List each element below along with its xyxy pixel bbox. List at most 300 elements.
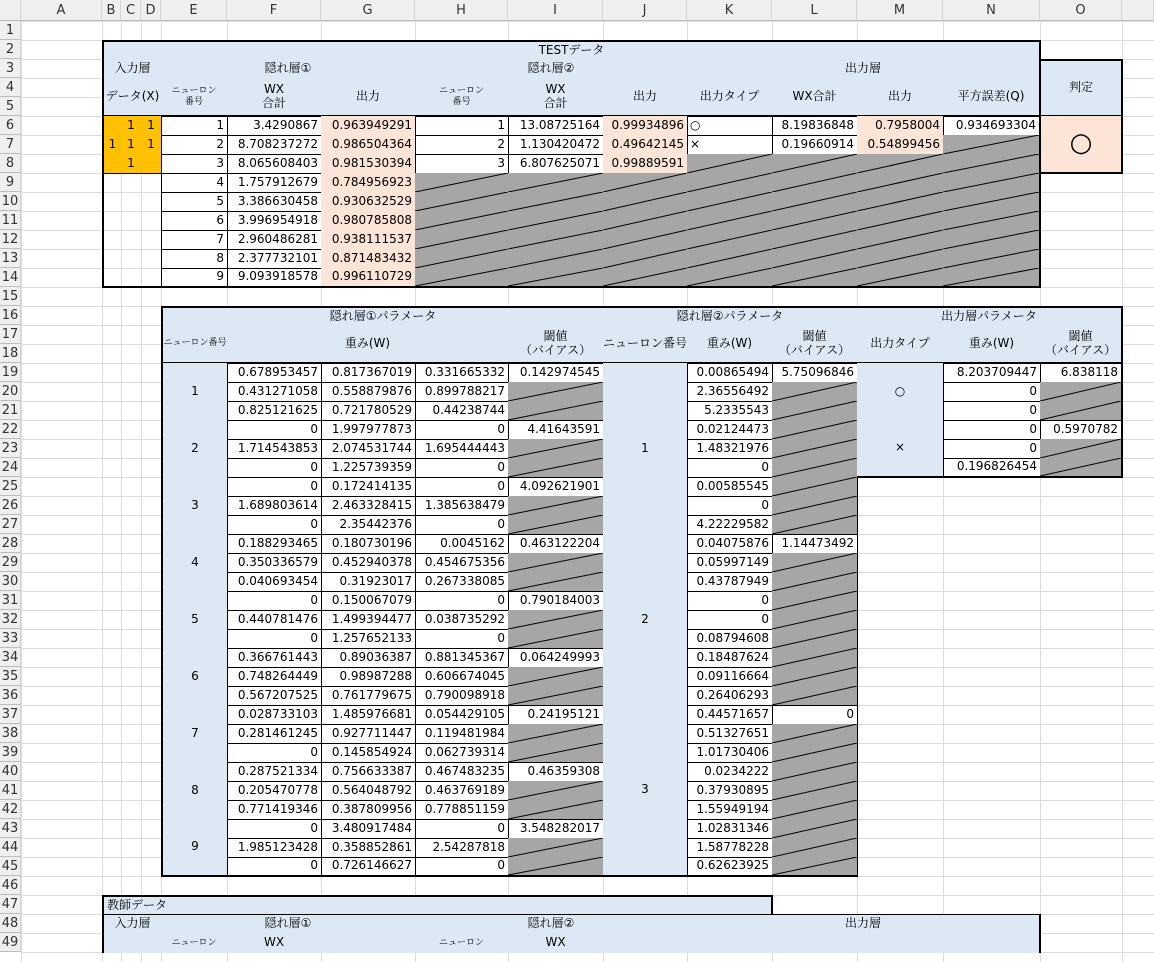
- h1-weight-value[interactable]: 0: [415, 591, 509, 611]
- select-all-corner[interactable]: [0, 0, 21, 21]
- out-weight-value[interactable]: 0: [943, 382, 1041, 402]
- h1-weight-value[interactable]: 0: [227, 477, 322, 497]
- wx-sum-value[interactable]: 9.093918578: [227, 268, 322, 288]
- h2-weight-value[interactable]: 0.18487624: [687, 648, 773, 668]
- disabled-cell[interactable]: [772, 268, 858, 288]
- column-header[interactable]: M: [857, 0, 943, 21]
- column-header[interactable]: K: [687, 0, 772, 21]
- output-type-value[interactable]: ○: [687, 116, 773, 136]
- row-header[interactable]: 35: [0, 667, 21, 686]
- output-header[interactable]: 出力: [857, 78, 944, 117]
- h1-weight-value[interactable]: 0.119481984: [415, 724, 509, 744]
- disabled-cell[interactable]: [1040, 458, 1123, 478]
- column-header[interactable]: L: [772, 0, 857, 21]
- disabled-cell[interactable]: [943, 135, 1041, 155]
- disabled-cell[interactable]: [508, 553, 604, 573]
- h1-weight-value[interactable]: 0.44238744: [415, 401, 509, 421]
- disabled-cell[interactable]: [415, 230, 509, 250]
- h1-weight-value[interactable]: 0.463769189: [415, 781, 509, 801]
- h1-weight-value[interactable]: 0.678953457: [227, 363, 322, 383]
- disabled-cell[interactable]: [857, 173, 944, 193]
- threshold-header[interactable]: 閾値 （バイアス）: [772, 325, 858, 364]
- neuron-number[interactable]: 4: [161, 173, 228, 193]
- column-header[interactable]: J: [603, 0, 687, 21]
- row-header[interactable]: 36: [0, 686, 21, 705]
- row-header[interactable]: 9: [0, 173, 21, 192]
- disabled-cell[interactable]: [943, 249, 1041, 269]
- input-empty-cell[interactable]: [102, 230, 162, 250]
- disabled-cell[interactable]: [772, 477, 858, 497]
- disabled-cell[interactable]: [687, 154, 773, 174]
- h1-weight-value[interactable]: 0.790098918: [415, 686, 509, 706]
- out-bias-value[interactable]: 0.5970782: [1040, 420, 1123, 440]
- disabled-cell[interactable]: [772, 572, 858, 592]
- test-title[interactable]: TESTデータ: [102, 40, 1041, 60]
- disabled-cell[interactable]: [772, 838, 858, 858]
- disabled-cell[interactable]: [508, 800, 604, 820]
- output-value[interactable]: 0.99889591: [603, 154, 688, 174]
- h1-weight-value[interactable]: 0.606674045: [415, 667, 509, 687]
- h1-weight-value[interactable]: 0.150067079: [321, 591, 416, 611]
- disabled-cell[interactable]: [772, 230, 858, 250]
- neuron-number[interactable]: 6: [161, 211, 228, 231]
- column-header[interactable]: N: [943, 0, 1040, 21]
- row-header[interactable]: 11: [0, 211, 21, 230]
- row-header[interactable]: 42: [0, 800, 21, 819]
- hidden2-header[interactable]: 隠れ層②: [415, 914, 688, 934]
- row-header[interactable]: 6: [0, 116, 21, 135]
- h1-weight-value[interactable]: 1.985123428: [227, 838, 322, 858]
- output-type-header[interactable]: 出力タイプ: [857, 325, 944, 364]
- h1-neuron-label[interactable]: 1: [161, 363, 228, 421]
- disabled-cell[interactable]: [772, 496, 858, 516]
- row-header[interactable]: 27: [0, 515, 21, 534]
- disabled-cell[interactable]: [772, 857, 858, 877]
- disabled-cell[interactable]: [603, 211, 688, 231]
- disabled-cell[interactable]: [508, 515, 604, 535]
- disabled-cell[interactable]: [772, 667, 858, 687]
- disabled-cell[interactable]: [508, 781, 604, 801]
- row-header[interactable]: 30: [0, 572, 21, 591]
- neuron-no-header[interactable]: ニューロン: [161, 933, 228, 953]
- neuron-number[interactable]: 7: [161, 230, 228, 250]
- output-value[interactable]: 0.963949291: [321, 116, 416, 136]
- h1-weight-value[interactable]: 0.825121625: [227, 401, 322, 421]
- neuron-number[interactable]: 8: [161, 249, 228, 269]
- h1-weight-value[interactable]: 0.038735292: [415, 610, 509, 630]
- output-value[interactable]: 0.7958004: [857, 116, 944, 136]
- row-header[interactable]: 10: [0, 192, 21, 211]
- disabled-cell[interactable]: [857, 192, 944, 212]
- disabled-cell[interactable]: [1040, 439, 1123, 459]
- neuron-no-header[interactable]: ニューロン: [415, 933, 509, 953]
- input-cell[interactable]: 1: [121, 154, 142, 174]
- row-header[interactable]: 7: [0, 135, 21, 154]
- h2-params-title[interactable]: 隠れ層②パラメータ: [603, 306, 858, 326]
- disabled-cell[interactable]: [415, 249, 509, 269]
- row-header[interactable]: 17: [0, 325, 21, 344]
- disabled-cell[interactable]: [687, 211, 773, 231]
- h2-weight-value[interactable]: 0.00585545: [687, 477, 773, 497]
- disabled-cell[interactable]: [943, 192, 1041, 212]
- neuron-number[interactable]: 1: [161, 116, 228, 136]
- h1-weight-value[interactable]: 0.452940378: [321, 553, 416, 573]
- h1-weight-value[interactable]: 0.726146627: [321, 857, 416, 877]
- h2-weight-value[interactable]: 5.2335543: [687, 401, 773, 421]
- disabled-cell[interactable]: [687, 173, 773, 193]
- h1-weight-value[interactable]: 1.485976681: [321, 705, 416, 725]
- h1-weight-value[interactable]: 0.387809956: [321, 800, 416, 820]
- wx-sum-value[interactable]: 2.377732101: [227, 249, 322, 269]
- h1-weight-value[interactable]: 0.267338085: [415, 572, 509, 592]
- disabled-cell[interactable]: [508, 192, 604, 212]
- disabled-cell[interactable]: [508, 610, 604, 630]
- h2-weight-value[interactable]: 0.05997149: [687, 553, 773, 573]
- h1-weight-value[interactable]: 0: [415, 420, 509, 440]
- output-value[interactable]: 0.871483432: [321, 249, 416, 269]
- disabled-cell[interactable]: [772, 515, 858, 535]
- disabled-cell[interactable]: [508, 458, 604, 478]
- h1-bias-value[interactable]: 0.790184003: [508, 591, 604, 611]
- row-header[interactable]: 39: [0, 743, 21, 762]
- h1-bias-value[interactable]: 0.24195121: [508, 705, 604, 725]
- h1-weight-value[interactable]: 0.564048792: [321, 781, 416, 801]
- row-header[interactable]: 25: [0, 477, 21, 496]
- disabled-cell[interactable]: [508, 382, 604, 402]
- neuron-no-header[interactable]: ニューロン 番号: [161, 78, 228, 117]
- row-header[interactable]: 49: [0, 933, 21, 952]
- wx-sum-value[interactable]: 8.065608403: [227, 154, 322, 174]
- neuron-number[interactable]: 9: [161, 268, 228, 288]
- h1-neuron-label[interactable]: 9: [161, 819, 228, 877]
- input-cell[interactable]: [102, 116, 122, 136]
- neuron-number[interactable]: 2: [161, 135, 228, 155]
- h2-weight-value[interactable]: 0: [687, 591, 773, 611]
- disabled-cell[interactable]: [772, 629, 858, 649]
- h1-weight-value[interactable]: 0: [227, 743, 322, 763]
- h1-weight-value[interactable]: 0: [415, 857, 509, 877]
- output-type-value[interactable]: ×: [687, 135, 773, 155]
- output-header[interactable]: [772, 933, 858, 953]
- h1-weight-value[interactable]: 3.480917484: [321, 819, 416, 839]
- disabled-cell[interactable]: [508, 496, 604, 516]
- out-weight-value[interactable]: 0.196826454: [943, 458, 1041, 478]
- disabled-cell[interactable]: [415, 173, 509, 193]
- h2-bias-value[interactable]: 1.14473492: [772, 534, 858, 554]
- h2-weight-value[interactable]: 0: [687, 610, 773, 630]
- neuron-number[interactable]: 3: [415, 154, 509, 174]
- disabled-cell[interactable]: [943, 230, 1041, 250]
- input-cell[interactable]: 1: [141, 116, 162, 136]
- wx-sum-value[interactable]: 1.757912679: [227, 173, 322, 193]
- h2-bias-value[interactable]: 5.75096846: [772, 363, 858, 383]
- disabled-cell[interactable]: [857, 268, 944, 288]
- h1-neuron-label[interactable]: 3: [161, 477, 228, 535]
- wx-total-value[interactable]: 0.19660914: [772, 135, 858, 155]
- disabled-cell[interactable]: [508, 629, 604, 649]
- h2-weight-value[interactable]: 2.36556492: [687, 382, 773, 402]
- disabled-cell[interactable]: [772, 382, 858, 402]
- weight-header[interactable]: 重み(W): [227, 325, 509, 364]
- h1-weight-value[interactable]: 2.074531744: [321, 439, 416, 459]
- h1-weight-value[interactable]: 0.927711447: [321, 724, 416, 744]
- disabled-cell[interactable]: [508, 249, 604, 269]
- input-cell[interactable]: [141, 154, 162, 174]
- row-header[interactable]: 28: [0, 534, 21, 553]
- h2-weight-value[interactable]: 0.26406293: [687, 686, 773, 706]
- sq-error-header[interactable]: 平方誤差(Q): [943, 78, 1041, 117]
- row-header[interactable]: 4: [0, 78, 21, 97]
- h1-weight-value[interactable]: 0.771419346: [227, 800, 322, 820]
- teacher-title[interactable]: 教師データ: [102, 895, 773, 915]
- row-header[interactable]: 40: [0, 762, 21, 781]
- h1-weight-value[interactable]: 2.54287818: [415, 838, 509, 858]
- h1-weight-value[interactable]: 0.054429105: [415, 705, 509, 725]
- wx-sum-value[interactable]: 6.807625071: [508, 154, 604, 174]
- row-header[interactable]: 45: [0, 857, 21, 876]
- h2-weight-value[interactable]: 0.02124473: [687, 420, 773, 440]
- row-header[interactable]: 46: [0, 876, 21, 895]
- h1-bias-value[interactable]: 0.142974545: [508, 363, 604, 383]
- h2-weight-value[interactable]: 0.43787949: [687, 572, 773, 592]
- h1-weight-value[interactable]: 1.695444443: [415, 439, 509, 459]
- wx-sum-value[interactable]: 3.4290867: [227, 116, 322, 136]
- disabled-cell[interactable]: [687, 192, 773, 212]
- row-header[interactable]: 19: [0, 363, 21, 382]
- output-value[interactable]: 0.784956923: [321, 173, 416, 193]
- out-weight-value[interactable]: 0: [943, 439, 1041, 459]
- disabled-cell[interactable]: [772, 173, 858, 193]
- disabled-cell[interactable]: [508, 743, 604, 763]
- column-header[interactable]: [1122, 0, 1154, 21]
- disabled-cell[interactable]: [415, 211, 509, 231]
- row-header[interactable]: 33: [0, 629, 21, 648]
- row-header[interactable]: 47: [0, 895, 21, 914]
- disabled-cell[interactable]: [772, 648, 858, 668]
- h1-weight-value[interactable]: 0.761779675: [321, 686, 416, 706]
- disabled-cell[interactable]: [508, 211, 604, 231]
- h1-bias-value[interactable]: 4.092621901: [508, 477, 604, 497]
- out-weight-value[interactable]: 0: [943, 401, 1041, 421]
- output-type-label[interactable]: ○: [857, 363, 944, 421]
- h2-weight-value[interactable]: 0: [687, 458, 773, 478]
- hidden1-header[interactable]: 隠れ層①: [161, 59, 416, 79]
- input-empty-cell[interactable]: [102, 173, 162, 193]
- disabled-cell[interactable]: [508, 572, 604, 592]
- neuron-number[interactable]: 2: [415, 135, 509, 155]
- disabled-cell[interactable]: [415, 192, 509, 212]
- output-header[interactable]: [687, 933, 773, 953]
- wx-total-value[interactable]: 8.19836848: [772, 116, 858, 136]
- h1-weight-value[interactable]: 0.817367019: [321, 363, 416, 383]
- row-header[interactable]: 5: [0, 97, 21, 116]
- h1-weight-value[interactable]: 0.0045162: [415, 534, 509, 554]
- h2-bias-value[interactable]: 0: [772, 705, 858, 725]
- out-weight-value[interactable]: 8.203709447: [943, 363, 1041, 383]
- h1-weight-value[interactable]: 0.899788217: [415, 382, 509, 402]
- row-header[interactable]: 34: [0, 648, 21, 667]
- disabled-cell[interactable]: [603, 192, 688, 212]
- disabled-cell[interactable]: [687, 268, 773, 288]
- wx-sum-value[interactable]: 1.130420472: [508, 135, 604, 155]
- h1-weight-value[interactable]: 0.89036387: [321, 648, 416, 668]
- output-value[interactable]: 0.981530394: [321, 154, 416, 174]
- wx-total-header[interactable]: WX合計: [772, 78, 858, 117]
- threshold-header[interactable]: 閾値 （バイアス）: [508, 325, 604, 364]
- input-empty-cell[interactable]: [102, 211, 162, 231]
- disabled-cell[interactable]: [603, 268, 688, 288]
- h1-weight-value[interactable]: 0.172414135: [321, 477, 416, 497]
- h1-weight-value[interactable]: 0: [227, 420, 322, 440]
- h1-weight-value[interactable]: 0.558879876: [321, 382, 416, 402]
- wx-sum-value[interactable]: 13.08725164: [508, 116, 604, 136]
- neuron-no-header[interactable]: ニューロン 番号: [415, 78, 509, 117]
- h1-bias-value[interactable]: 4.41643591: [508, 420, 604, 440]
- h1-weight-value[interactable]: 1.689803614: [227, 496, 322, 516]
- disabled-cell[interactable]: [508, 686, 604, 706]
- output-type-header[interactable]: 出力タイプ: [687, 78, 773, 117]
- h1-weight-value[interactable]: 0.440781476: [227, 610, 322, 630]
- h1-weight-value[interactable]: 0: [227, 515, 322, 535]
- judgement-header[interactable]: 判定: [1040, 59, 1123, 117]
- wx-sum-header[interactable]: WX 合計: [508, 78, 604, 117]
- row-header[interactable]: 8: [0, 154, 21, 173]
- disabled-cell[interactable]: [772, 762, 858, 782]
- wx-sum-value[interactable]: 8.708237272: [227, 135, 322, 155]
- column-header[interactable]: D: [141, 0, 161, 21]
- neuron-number[interactable]: 5: [161, 192, 228, 212]
- input-empty-cell[interactable]: [102, 249, 162, 269]
- h1-weight-value[interactable]: 0: [415, 477, 509, 497]
- disabled-cell[interactable]: [508, 667, 604, 687]
- output-value[interactable]: 0.938111537: [321, 230, 416, 250]
- h2-neuron-label[interactable]: 2: [603, 534, 688, 706]
- column-header[interactable]: B: [102, 0, 121, 21]
- wx-sum-header[interactable]: WX 合計: [227, 78, 322, 117]
- h2-weight-value[interactable]: 0.37930895: [687, 781, 773, 801]
- row-header[interactable]: 13: [0, 249, 21, 268]
- column-header[interactable]: I: [508, 0, 603, 21]
- h1-weight-value[interactable]: 0.721780529: [321, 401, 416, 421]
- data-x-header[interactable]: データ(X): [102, 78, 162, 117]
- h1-weight-value[interactable]: 0: [415, 515, 509, 535]
- disabled-cell[interactable]: [603, 249, 688, 269]
- h2-weight-value[interactable]: 1.02831346: [687, 819, 773, 839]
- disabled-cell[interactable]: [415, 268, 509, 288]
- h1-weight-value[interactable]: 0.040693454: [227, 572, 322, 592]
- h1-weight-value[interactable]: 0: [415, 458, 509, 478]
- h1-neuron-label[interactable]: 8: [161, 762, 228, 820]
- h1-weight-value[interactable]: 0: [227, 591, 322, 611]
- h1-weight-value[interactable]: 0.358852861: [321, 838, 416, 858]
- h2-weight-value[interactable]: 0: [687, 496, 773, 516]
- disabled-cell[interactable]: [772, 686, 858, 706]
- disabled-cell[interactable]: [1040, 382, 1123, 402]
- h1-weight-value[interactable]: 0.98987288: [321, 667, 416, 687]
- column-header[interactable]: C: [121, 0, 141, 21]
- column-header[interactable]: F: [227, 0, 321, 21]
- h2-weight-value[interactable]: 1.58778228: [687, 838, 773, 858]
- column-header[interactable]: O: [1040, 0, 1122, 21]
- h1-weight-value[interactable]: 0.881345367: [415, 648, 509, 668]
- h1-weight-value[interactable]: 0.287521334: [227, 762, 322, 782]
- h1-neuron-label[interactable]: 7: [161, 705, 228, 763]
- row-header[interactable]: 43: [0, 819, 21, 838]
- h1-weight-value[interactable]: 0.748264449: [227, 667, 322, 687]
- disabled-cell[interactable]: [772, 401, 858, 421]
- h1-weight-value[interactable]: 0.028733103: [227, 705, 322, 725]
- row-header[interactable]: 14: [0, 268, 21, 287]
- h1-weight-value[interactable]: 0: [227, 819, 322, 839]
- h2-weight-value[interactable]: 0.04075876: [687, 534, 773, 554]
- input-cell[interactable]: [102, 154, 122, 174]
- h2-weight-value[interactable]: 0.44571657: [687, 705, 773, 725]
- disabled-cell[interactable]: [772, 458, 858, 478]
- h1-weight-value[interactable]: 0.145854924: [321, 743, 416, 763]
- wx-sum-value[interactable]: 2.960486281: [227, 230, 322, 250]
- disabled-cell[interactable]: [857, 154, 944, 174]
- h2-weight-value[interactable]: 0.62623925: [687, 857, 773, 877]
- out-bias-value[interactable]: 6.838118: [1040, 363, 1123, 383]
- h1-bias-value[interactable]: 0.064249993: [508, 648, 604, 668]
- row-header[interactable]: 37: [0, 705, 21, 724]
- disabled-cell[interactable]: [943, 173, 1041, 193]
- output-header[interactable]: 出力: [603, 78, 688, 117]
- disabled-cell[interactable]: [508, 268, 604, 288]
- disabled-cell[interactable]: [772, 420, 858, 440]
- disabled-cell[interactable]: [772, 553, 858, 573]
- h1-weight-value[interactable]: 0: [227, 458, 322, 478]
- h1-weight-value[interactable]: 0: [415, 629, 509, 649]
- disabled-cell[interactable]: [772, 211, 858, 231]
- output-layer-header[interactable]: 出力層: [687, 914, 1041, 934]
- row-header[interactable]: 31: [0, 591, 21, 610]
- neuron-no-header[interactable]: ニューロン番号: [161, 325, 228, 364]
- row-header[interactable]: 21: [0, 401, 21, 420]
- row-header[interactable]: 24: [0, 458, 21, 477]
- h1-weight-value[interactable]: 0: [227, 629, 322, 649]
- disabled-cell[interactable]: [508, 173, 604, 193]
- wx-sum-value[interactable]: 3.996954918: [227, 211, 322, 231]
- row-header[interactable]: 23: [0, 439, 21, 458]
- row-header[interactable]: 3: [0, 59, 21, 78]
- h1-neuron-label[interactable]: 4: [161, 534, 228, 592]
- disabled-cell[interactable]: [943, 211, 1041, 231]
- weight-header[interactable]: 重み(W): [943, 325, 1041, 364]
- h1-params-title[interactable]: 隠れ層①パラメータ: [161, 306, 604, 326]
- input-cell[interactable]: 1: [121, 135, 142, 155]
- h1-weight-value[interactable]: 0: [415, 819, 509, 839]
- h2-weight-value[interactable]: 1.48321976: [687, 439, 773, 459]
- disabled-cell[interactable]: [772, 781, 858, 801]
- h1-weight-value[interactable]: 0.180730196: [321, 534, 416, 554]
- row-header[interactable]: 38: [0, 724, 21, 743]
- h1-weight-value[interactable]: 1.714543853: [227, 439, 322, 459]
- h1-weight-value[interactable]: 0.205470778: [227, 781, 322, 801]
- input-cell[interactable]: 1: [102, 135, 122, 155]
- disabled-cell[interactable]: [772, 819, 858, 839]
- h2-weight-value[interactable]: 0.51327651: [687, 724, 773, 744]
- h1-weight-value[interactable]: 0.350336579: [227, 553, 322, 573]
- h1-weight-value[interactable]: 0.567207525: [227, 686, 322, 706]
- h2-weight-value[interactable]: 1.01730406: [687, 743, 773, 763]
- row-header[interactable]: 2: [0, 40, 21, 59]
- output-header[interactable]: [857, 933, 944, 953]
- h1-weight-value[interactable]: 0.062739314: [415, 743, 509, 763]
- h1-weight-value[interactable]: 1.225739359: [321, 458, 416, 478]
- h1-weight-value[interactable]: 0.431271058: [227, 382, 322, 402]
- h1-weight-value[interactable]: 0.467483235: [415, 762, 509, 782]
